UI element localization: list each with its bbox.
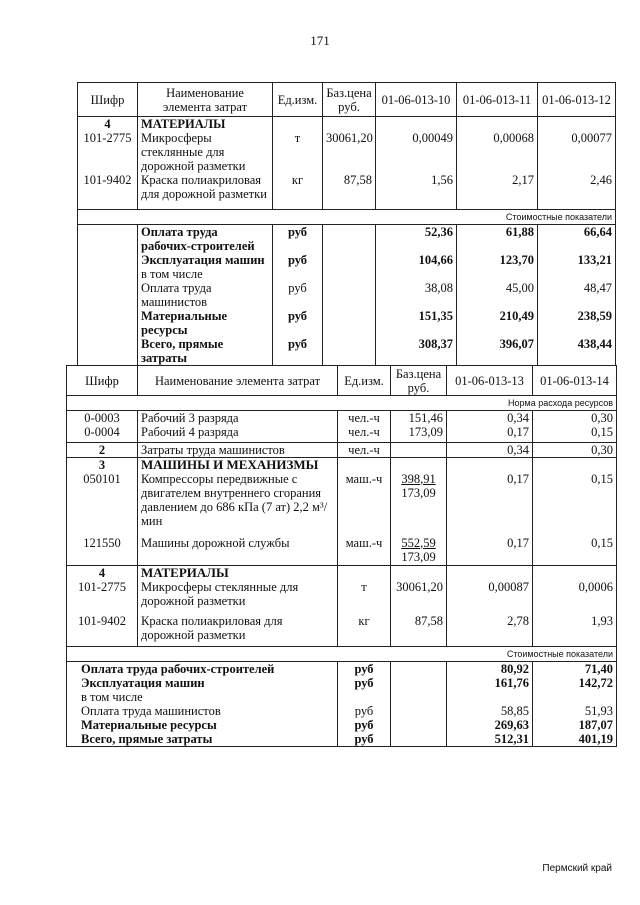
header-col-2: 01-06-013-14 [533, 366, 617, 396]
row-unit: кг [273, 173, 323, 209]
cost-value-1: 52,36 [376, 224, 457, 253]
cost-unit: руб [273, 309, 323, 337]
row-unit: маш.-ч [338, 536, 391, 566]
cost-row [78, 309, 616, 337]
header-name: Наименование элемента затрат [138, 83, 273, 117]
cost-name: Всего, прямые затраты [138, 337, 273, 366]
row-code: 101-9402 [78, 173, 138, 209]
cost-row [78, 224, 616, 253]
cost-row [78, 253, 616, 267]
cost-value-1: 58,85 [447, 704, 533, 718]
cost-row [67, 676, 617, 690]
row-name: Рабочий 3 разряда [138, 411, 338, 426]
cost-value-1: 308,37 [376, 337, 457, 366]
cost-value-1: 269,63 [447, 718, 533, 732]
table2-header-row [67, 366, 617, 396]
header-code: Шифр [78, 83, 138, 117]
table-row [67, 472, 617, 536]
section-row [67, 457, 617, 472]
row-unit: маш.-ч [338, 472, 391, 536]
cost-value-3: 133,21 [577, 252, 612, 267]
row-price: 151,46 [391, 411, 447, 426]
cost-value-2: 51,93 [584, 703, 613, 718]
price-total: 552,59 [401, 535, 436, 550]
section-number: 3 [67, 457, 138, 472]
table-row [78, 173, 616, 209]
cost-value-3: 66,64 [583, 224, 612, 239]
row-value-2: 1,93 [591, 614, 613, 628]
row-value-1: 0,17 [447, 425, 533, 442]
row-value-2: 0,15 [591, 425, 613, 439]
row-value-1: 0,00049 [376, 131, 457, 173]
cost-unit: руб [338, 676, 391, 690]
cost-name: Эксплуатация машин [138, 253, 273, 267]
cost-row [67, 718, 617, 732]
row-price: 30061,20 [391, 580, 447, 614]
cost-name: в том числе [138, 267, 273, 281]
cost-name: Всего, прямые затраты [67, 732, 338, 747]
cost-value-1: 104,66 [376, 253, 457, 267]
cost-value-1: 38,08 [376, 281, 457, 309]
cost-value-2: 142,72 [578, 675, 613, 690]
section-title: МАТЕРИАЛЫ [138, 566, 338, 581]
cost-unit: руб [338, 718, 391, 732]
row-value-1: 0,34 [447, 442, 533, 457]
cost-value-2: 45,00 [457, 281, 538, 309]
cost-value-3: 238,59 [577, 308, 612, 323]
row-name: Машины дорожной службы [138, 536, 338, 566]
row-price: 87,58 [391, 614, 447, 646]
cost-name: Оплата труда рабочих-строителей [138, 224, 273, 253]
cost-row [67, 661, 617, 676]
table-row [67, 411, 617, 426]
section-row [67, 566, 617, 581]
row-value-2: 0,15 [591, 535, 613, 550]
cost-name: в том числе [67, 690, 338, 704]
cost-row [67, 690, 617, 704]
cost-row [78, 267, 616, 281]
row-price [391, 536, 447, 566]
cost-header-row [78, 209, 616, 224]
row-unit: т [273, 131, 323, 173]
row-name: Затраты труда машинистов [138, 442, 338, 457]
price-labor: 173,09 [401, 485, 436, 500]
header-name: Наименование элемента затрат [138, 366, 338, 396]
row-unit: чел.-ч [338, 442, 391, 457]
table-row [67, 580, 617, 614]
table-row [67, 425, 617, 442]
row-name: Рабочий 4 разряда [138, 425, 338, 442]
row-code: 101-9402 [67, 614, 138, 646]
cost-value-3: 48,47 [583, 280, 612, 295]
header-col-1: 01-06-013-13 [447, 366, 533, 396]
row-value-3: 0,00077 [571, 131, 612, 145]
cost-value-1: 151,35 [376, 309, 457, 337]
cost-name: Оплата труда машинистов [67, 704, 338, 718]
cost-value-3: 438,44 [577, 336, 612, 351]
row-code: 101-2775 [67, 580, 138, 614]
row-code: 121550 [67, 536, 138, 566]
row-code: 2 [67, 442, 138, 457]
cost-row [67, 704, 617, 718]
cost-unit: руб [273, 337, 323, 366]
row-price: 87,58 [323, 173, 376, 209]
row-name: Микросферы стеклянные для дорожной разметки [138, 580, 338, 614]
cost-value-1: 512,31 [447, 732, 533, 747]
row-name: Краска полиакриловая для дорожной разметки [138, 614, 338, 646]
cost-header: Стоимостные показатели [505, 211, 612, 222]
section-number: 4 [78, 117, 138, 132]
cost-value-2: 123,70 [457, 253, 538, 267]
cost-value-2: 187,07 [578, 717, 613, 732]
cost-name: Оплата труда машинистов [138, 281, 273, 309]
row-code: 050101 [67, 472, 138, 536]
row-value-2: 0,30 [591, 411, 613, 425]
table-row [78, 131, 616, 173]
header-col-2: 01-06-013-11 [457, 83, 538, 117]
cost-value-2: 210,49 [457, 309, 538, 337]
price-total: 398,91 [401, 471, 436, 486]
row-name: Краска полиакриловая для дорожной разметки [138, 173, 273, 209]
footer-region: Пермский край [542, 863, 612, 874]
cost-name: Материальные ресурсы [138, 309, 273, 337]
cost-unit: руб [273, 224, 323, 253]
cost-value-2: 61,88 [457, 224, 538, 253]
header-unit: Ед.изм. [273, 83, 323, 117]
cost-unit: руб [338, 704, 391, 718]
row-price [391, 472, 447, 536]
cost-value-2: 401,19 [578, 731, 613, 746]
cost-name: Оплата труда рабочих-строителей [67, 661, 338, 676]
cost-row [78, 281, 616, 309]
header-unit: Ед.изм. [338, 366, 391, 396]
row-code: 0-0004 [67, 425, 138, 442]
cost-row [67, 732, 617, 747]
section-title: МАШИНЫ И МЕХАНИЗМЫ [138, 457, 338, 472]
header-col-3: 01-06-013-12 [538, 83, 616, 117]
row-value-2: 0,30 [591, 442, 613, 457]
cost-value-2: 71,40 [584, 661, 613, 676]
cost-value-1: 161,76 [447, 676, 533, 690]
header-code: Шифр [67, 366, 138, 396]
table-row [67, 614, 617, 646]
row-unit: кг [338, 614, 391, 646]
row-value-1: 0,17 [447, 536, 533, 566]
row-value-1: 1,56 [376, 173, 457, 209]
cost-header: Стоимостные показатели [506, 648, 613, 659]
cost-value-2: 396,07 [457, 337, 538, 366]
table-row [67, 536, 617, 566]
cost-unit: руб [338, 732, 391, 747]
resource-table-1 [77, 82, 616, 366]
row-code: 0-0003 [67, 411, 138, 426]
row-value-2: 0,00068 [457, 131, 538, 173]
row-value-1: 2,78 [447, 614, 533, 646]
section-row [78, 117, 616, 132]
section-title: МАТЕРИАЛЫ [138, 117, 273, 132]
header-price: Баз.цена руб. [323, 83, 376, 117]
row-unit: чел.-ч [338, 411, 391, 426]
norm-header: Норма расхода ресурсов [508, 398, 613, 408]
norm-header-row [67, 396, 617, 411]
cost-unit: руб [273, 281, 323, 309]
cost-unit: руб [338, 661, 391, 676]
cost-value-1: 80,92 [447, 661, 533, 676]
row-value-1: 0,00087 [447, 580, 533, 614]
row-price: 173,09 [391, 425, 447, 442]
row-value-1: 0,34 [447, 411, 533, 426]
machinist-row [67, 442, 617, 457]
cost-name: Эксплуатация машин [67, 676, 338, 690]
row-value-2: 2,17 [457, 173, 538, 209]
header-col-1: 01-06-013-10 [376, 83, 457, 117]
section-number: 4 [67, 566, 138, 581]
cost-header-row [67, 646, 617, 661]
page-number: 171 [310, 33, 330, 48]
row-name: Микросферы стеклянные для дорожной разметки [138, 131, 273, 173]
row-value-2: 0,0006 [578, 580, 613, 594]
cost-name: Материальные ресурсы [67, 718, 338, 732]
cost-row [78, 337, 616, 366]
cost-unit: руб [273, 253, 323, 267]
price-labor: 173,09 [401, 549, 436, 564]
table1-header-row [78, 83, 616, 117]
row-value-2: 0,15 [591, 471, 613, 486]
row-unit: чел.-ч [338, 425, 391, 442]
row-unit: т [338, 580, 391, 614]
row-name: Компрессоры передвижные с двигателем внутреннего сгорания давлением до 686 кПа (7 ат) 2,2 м³/мин [138, 472, 338, 536]
resource-table-2 [66, 365, 617, 747]
row-code: 101-2775 [78, 131, 138, 173]
row-value-3: 2,46 [590, 173, 612, 187]
header-price: Баз.цена руб. [391, 366, 447, 396]
row-price: 30061,20 [323, 131, 376, 173]
row-value-1: 0,17 [447, 472, 533, 536]
